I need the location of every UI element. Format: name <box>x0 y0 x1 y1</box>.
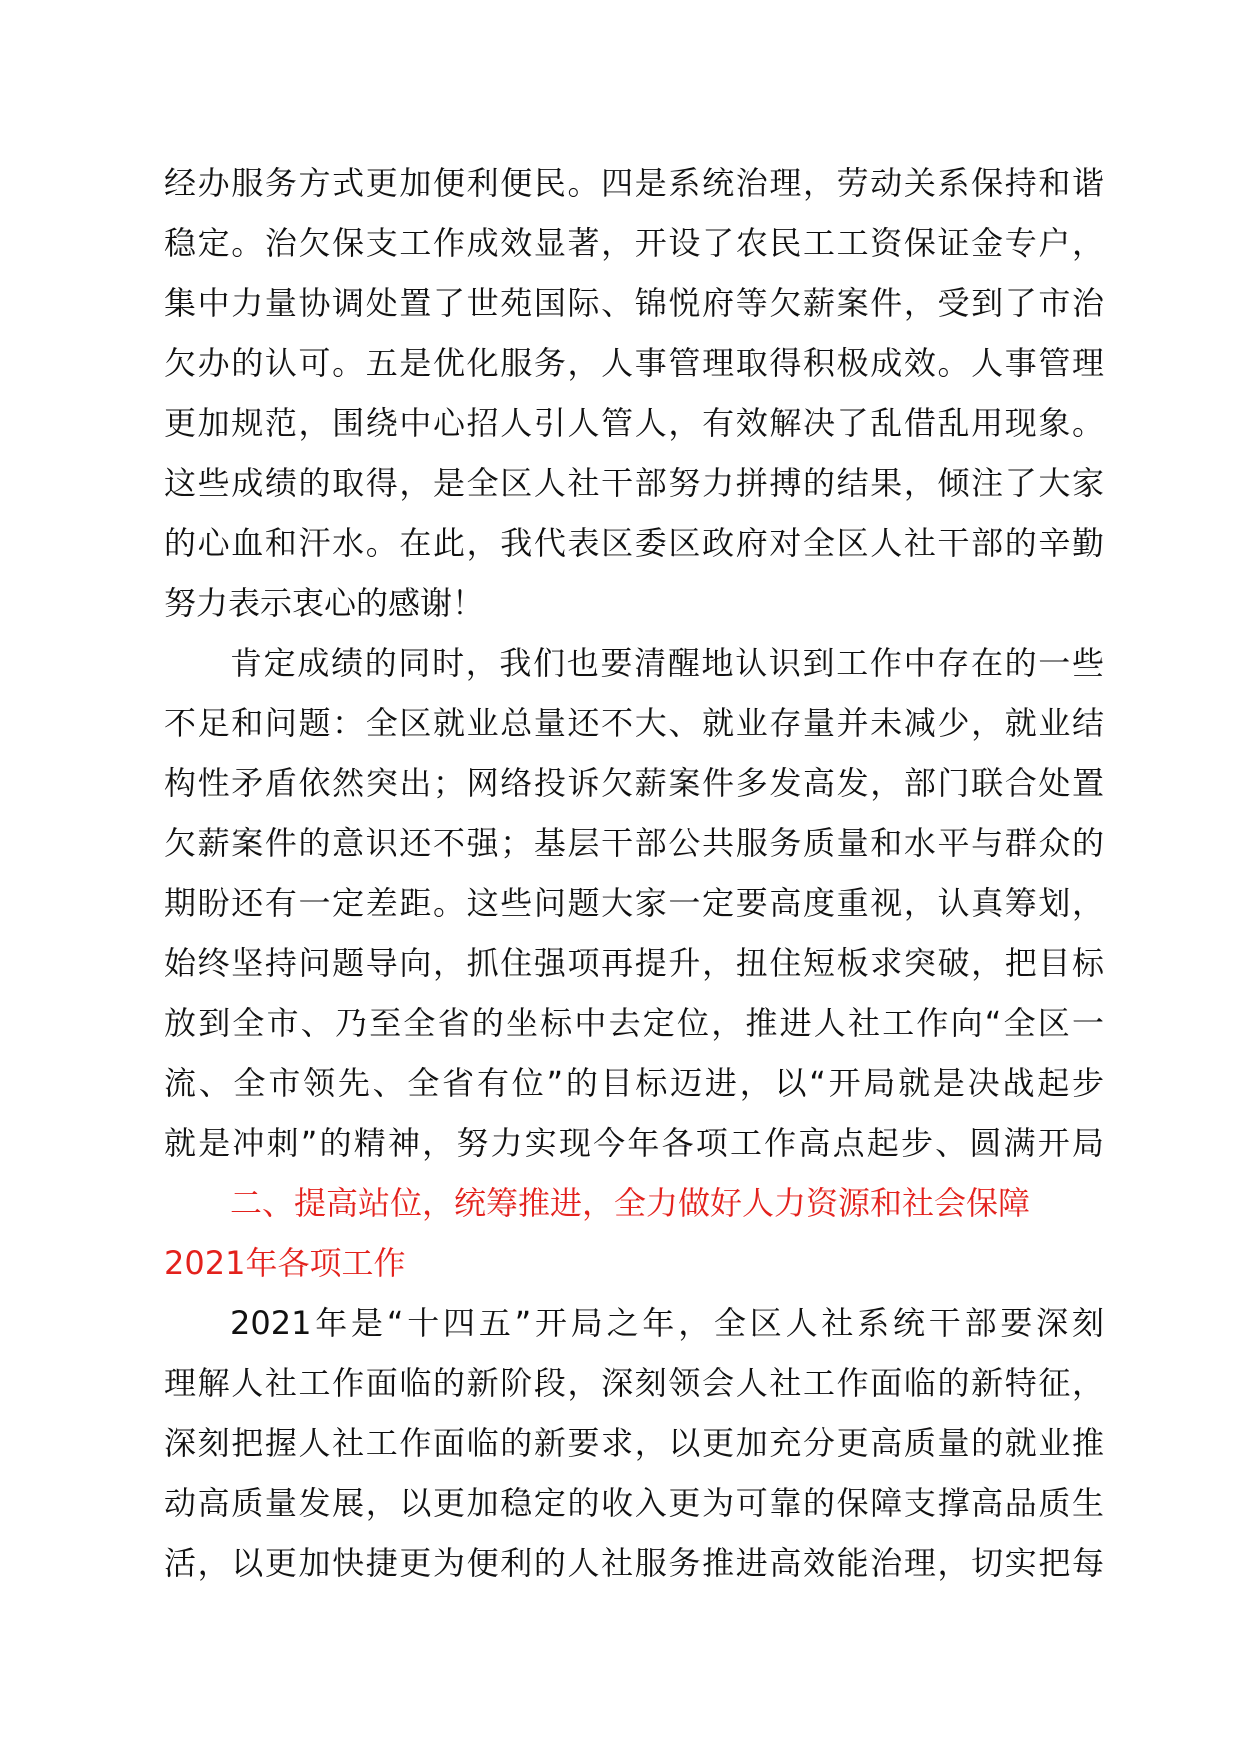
paragraph-line: 期盼还有一定差距。这些问题大家一定要高度重视，认真筹划， <box>164 884 1104 922</box>
paragraph-line: 的心血和汗水。在此，我代表区委区政府对全区人社干部的辛勤 <box>164 524 1104 562</box>
paragraph-line: 流、全市领先、全省有位”的目标迈进，以“开局就是决战起步 <box>164 1064 1104 1102</box>
paragraph-line: 动高质量发展，以更加稳定的收入更为可靠的保障支撑高品质生 <box>164 1484 1104 1522</box>
paragraph-problems <box>164 633 1104 1173</box>
paragraph-line: 构性矛盾依然突出；网络投诉欠薪案件多发高发，部门联合处置 <box>164 764 1104 802</box>
paragraph-2021-tasks <box>164 1293 1104 1593</box>
paragraph-line: 深刻把握人社工作面临的新要求，以更加充分更高质量的就业推 <box>164 1424 1104 1462</box>
paragraph-line: 2021年是“十四五”开局之年，全区人社系统干部要深刻 <box>230 1304 1104 1342</box>
paragraph-achievements <box>164 153 1104 633</box>
paragraph-line: 活，以更加快捷更为便利的人社服务推进高效能治理，切实把每 <box>164 1544 1104 1582</box>
paragraph-line: 欠薪案件的意识还不强；基层干部公共服务质量和水平与群众的 <box>164 824 1104 862</box>
paragraph-line: 经办服务方式更加便利便民。四是系统治理，劳动关系保持和谐 <box>164 164 1104 202</box>
section-heading-line: 二、提高站位，统筹推进，全力做好人力资源和社会保障 <box>230 1184 1031 1222</box>
paragraph-line: 不足和问题：全区就业总量还不大、就业存量并未减少，就业结 <box>164 704 1104 742</box>
section-heading-line: 2021年各项工作 <box>164 1244 406 1282</box>
paragraph-line: 理解人社工作面临的新阶段，深刻领会人社工作面临的新特征， <box>164 1364 1104 1402</box>
paragraph-line: 稳定。治欠保支工作成效显著，开设了农民工工资保证金专户， <box>164 224 1104 262</box>
paragraph-line: 放到全市、乃至全省的坐标中去定位，推进人社工作向“全区一 <box>164 1004 1104 1042</box>
paragraph-line: 就是冲刺”的精神，努力实现今年各项工作高点起步、圆满开局 <box>164 1124 1104 1162</box>
paragraph-line: 努力表示衷心的感谢！ <box>164 584 485 622</box>
paragraph-line: 肯定成绩的同时，我们也要清醒地认识到工作中存在的一些 <box>230 644 1104 682</box>
paragraph-line: 始终坚持问题导向，抓住强项再提升，扭住短板求突破，把目标 <box>164 944 1104 982</box>
paragraph-line: 这些成绩的取得，是全区人社干部努力拼搏的结果，倾注了大家 <box>164 464 1104 502</box>
paragraph-line: 欠办的认可。五是优化服务，人事管理取得积极成效。人事管理 <box>164 344 1104 382</box>
paragraph-line: 更加规范，围绕中心招人引人管人，有效解决了乱借乱用现象。 <box>164 404 1104 442</box>
paragraph-line: 集中力量协调处置了世苑国际、锦悦府等欠薪案件，受到了市治 <box>164 284 1104 322</box>
section-heading <box>164 1173 1104 1293</box>
